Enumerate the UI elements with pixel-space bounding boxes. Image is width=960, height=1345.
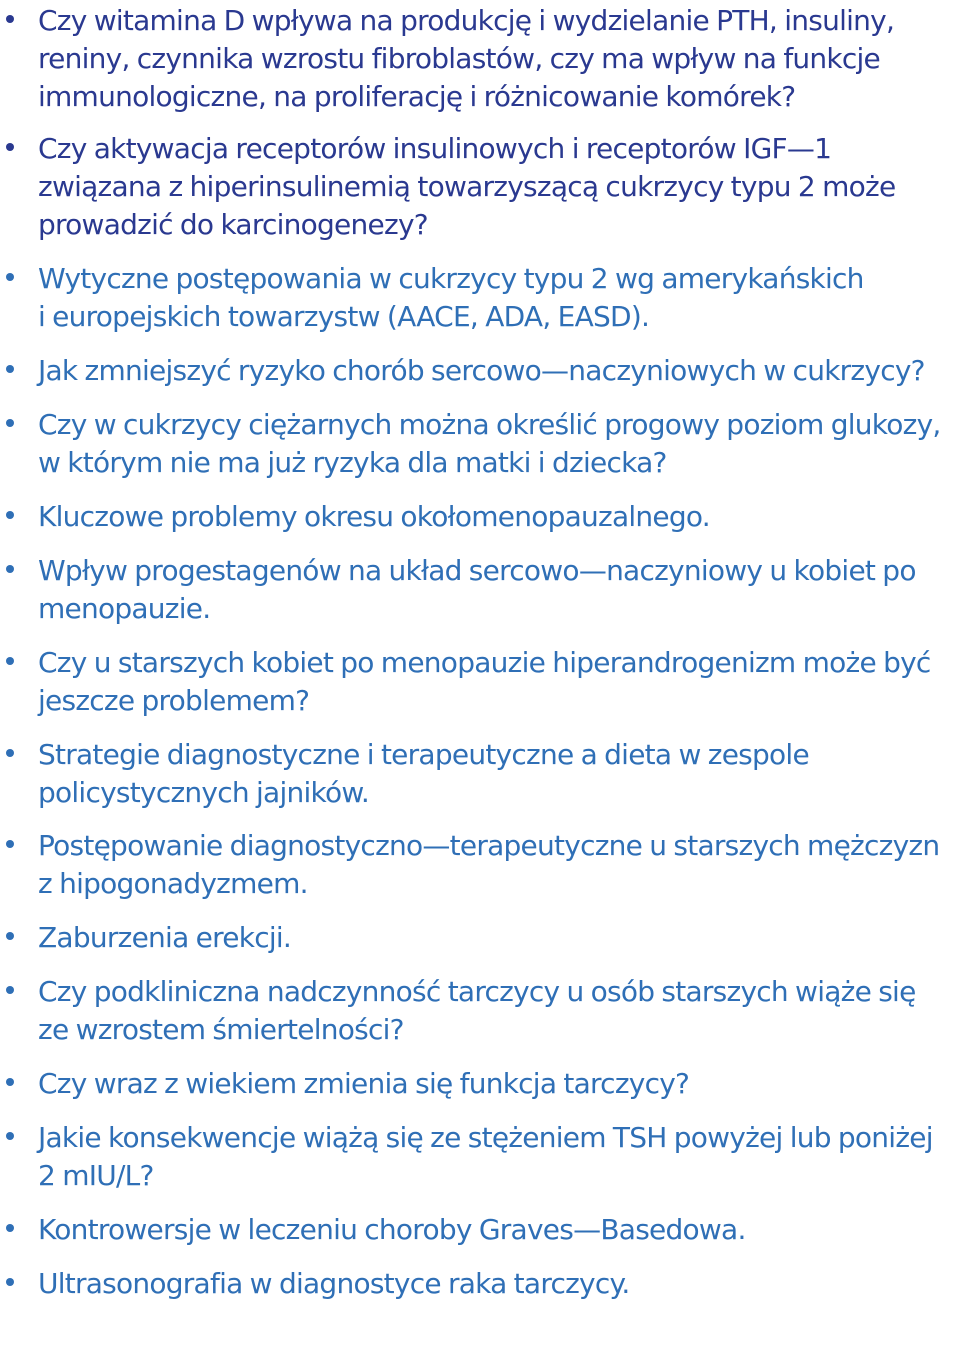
list-item — [0, 130, 960, 241]
list-item-text: Czy w cukrzycy ciężarnych można określić progowy poziom glukozy, — [38, 408, 941, 441]
list-item-text: z hipogonadyzmem. — [38, 867, 308, 900]
list-item-text: Kontrowersje w leczeniu choroby Graves—Basedowa. — [38, 1213, 746, 1246]
bullet-dot — [6, 143, 14, 151]
bullet-dot — [6, 932, 14, 940]
list-item-text: i europejskich towarzystw (AACE, ADA, EASD). — [38, 300, 650, 333]
list-item — [0, 736, 960, 816]
list-item-text: Czy witamina D wpływa na produkcję i wydzielanie PTH, insuliny, — [38, 4, 895, 37]
list-item — [0, 644, 960, 724]
bullet-dot — [6, 749, 14, 757]
list-item-text: Czy wraz z wiekiem zmienia się funkcja tarczycy? — [38, 1067, 690, 1100]
list-item — [0, 2, 960, 113]
list-item-text: jeszcze problemem? — [38, 684, 310, 717]
bullet-dot — [6, 840, 14, 848]
list-item-text: ze wzrostem śmiertelności? — [38, 1013, 404, 1046]
list-item-text: Zaburzenia erekcji. — [38, 921, 292, 954]
list-item-text: Jak zmniejszyć ryzyko chorób sercowo—naczyniowych w cukrzycy? — [38, 354, 925, 387]
list-item-text: menopauzie. — [38, 592, 211, 625]
list-item-text: związana z hiperinsulinemią towarzyszącą cukrzycy typu 2 może — [38, 170, 896, 203]
list-item — [0, 1265, 960, 1345]
list-item-text: Jakie konsekwencje wiążą się ze stężeniem TSH powyżej lub poniżej — [38, 1121, 933, 1154]
list-item — [0, 406, 960, 486]
bullet-dot — [6, 657, 14, 665]
list-item — [0, 552, 960, 632]
bullet-dot — [6, 1132, 14, 1140]
bullet-dot — [6, 1278, 14, 1286]
list-item-text: Wpływ progestagenów na układ sercowo—naczyniowy u kobiet po — [38, 554, 916, 587]
list-item — [0, 260, 960, 340]
list-item-text: Czy u starszych kobiet po menopauzie hiperandrogenizm może być — [38, 646, 931, 679]
bullet-dot — [6, 1078, 14, 1086]
list-item-text: w którym nie ma już ryzyka dla matki i dziecka? — [38, 446, 667, 479]
list-item — [0, 827, 960, 907]
list-item-text: reniny, czynnika wzrostu fibroblastów, czy ma wpływ na funkcje — [38, 42, 881, 75]
bullet-dot — [6, 273, 14, 281]
list-item-text: Wytyczne postępowania w cukrzycy typu 2 wg amerykańskich — [38, 262, 864, 295]
list-item-text: Kluczowe problemy okresu okołomenopauzalnego. — [38, 500, 710, 533]
bullet-dot — [6, 565, 14, 573]
list-item-text: prowadzić do karcinogenezy? — [38, 208, 428, 241]
bullet-dot — [6, 15, 14, 23]
list-item-text: immunologiczne, na proliferację i różnicowanie komórek? — [38, 80, 796, 113]
list-item-text: 2 mIU/L? — [38, 1159, 154, 1192]
list-item-text: Ultrasonografia w diagnostyce raka tarczycy. — [38, 1267, 630, 1300]
bullet-dot — [6, 986, 14, 994]
list-item-text: Czy aktywacja receptorów insulinowych i receptorów IGF—1 — [38, 132, 832, 165]
bullet-dot — [6, 511, 14, 519]
list-item-text: policystycznych jajników. — [38, 776, 370, 809]
list-item-text: Postępowanie diagnostyczno—terapeutyczne u starszych mężczyzn — [38, 829, 940, 862]
list-item — [0, 1119, 960, 1199]
bullet-dot — [6, 1224, 14, 1232]
bullet-dot — [6, 365, 14, 373]
bullet-dot — [6, 419, 14, 427]
list-item — [0, 973, 960, 1053]
list-item-text: Strategie diagnostyczne i terapeutyczne a dieta w zespole — [38, 738, 809, 771]
list-item-text: Czy podkliniczna nadczynność tarczycy u osób starszych wiąże się — [38, 975, 916, 1008]
